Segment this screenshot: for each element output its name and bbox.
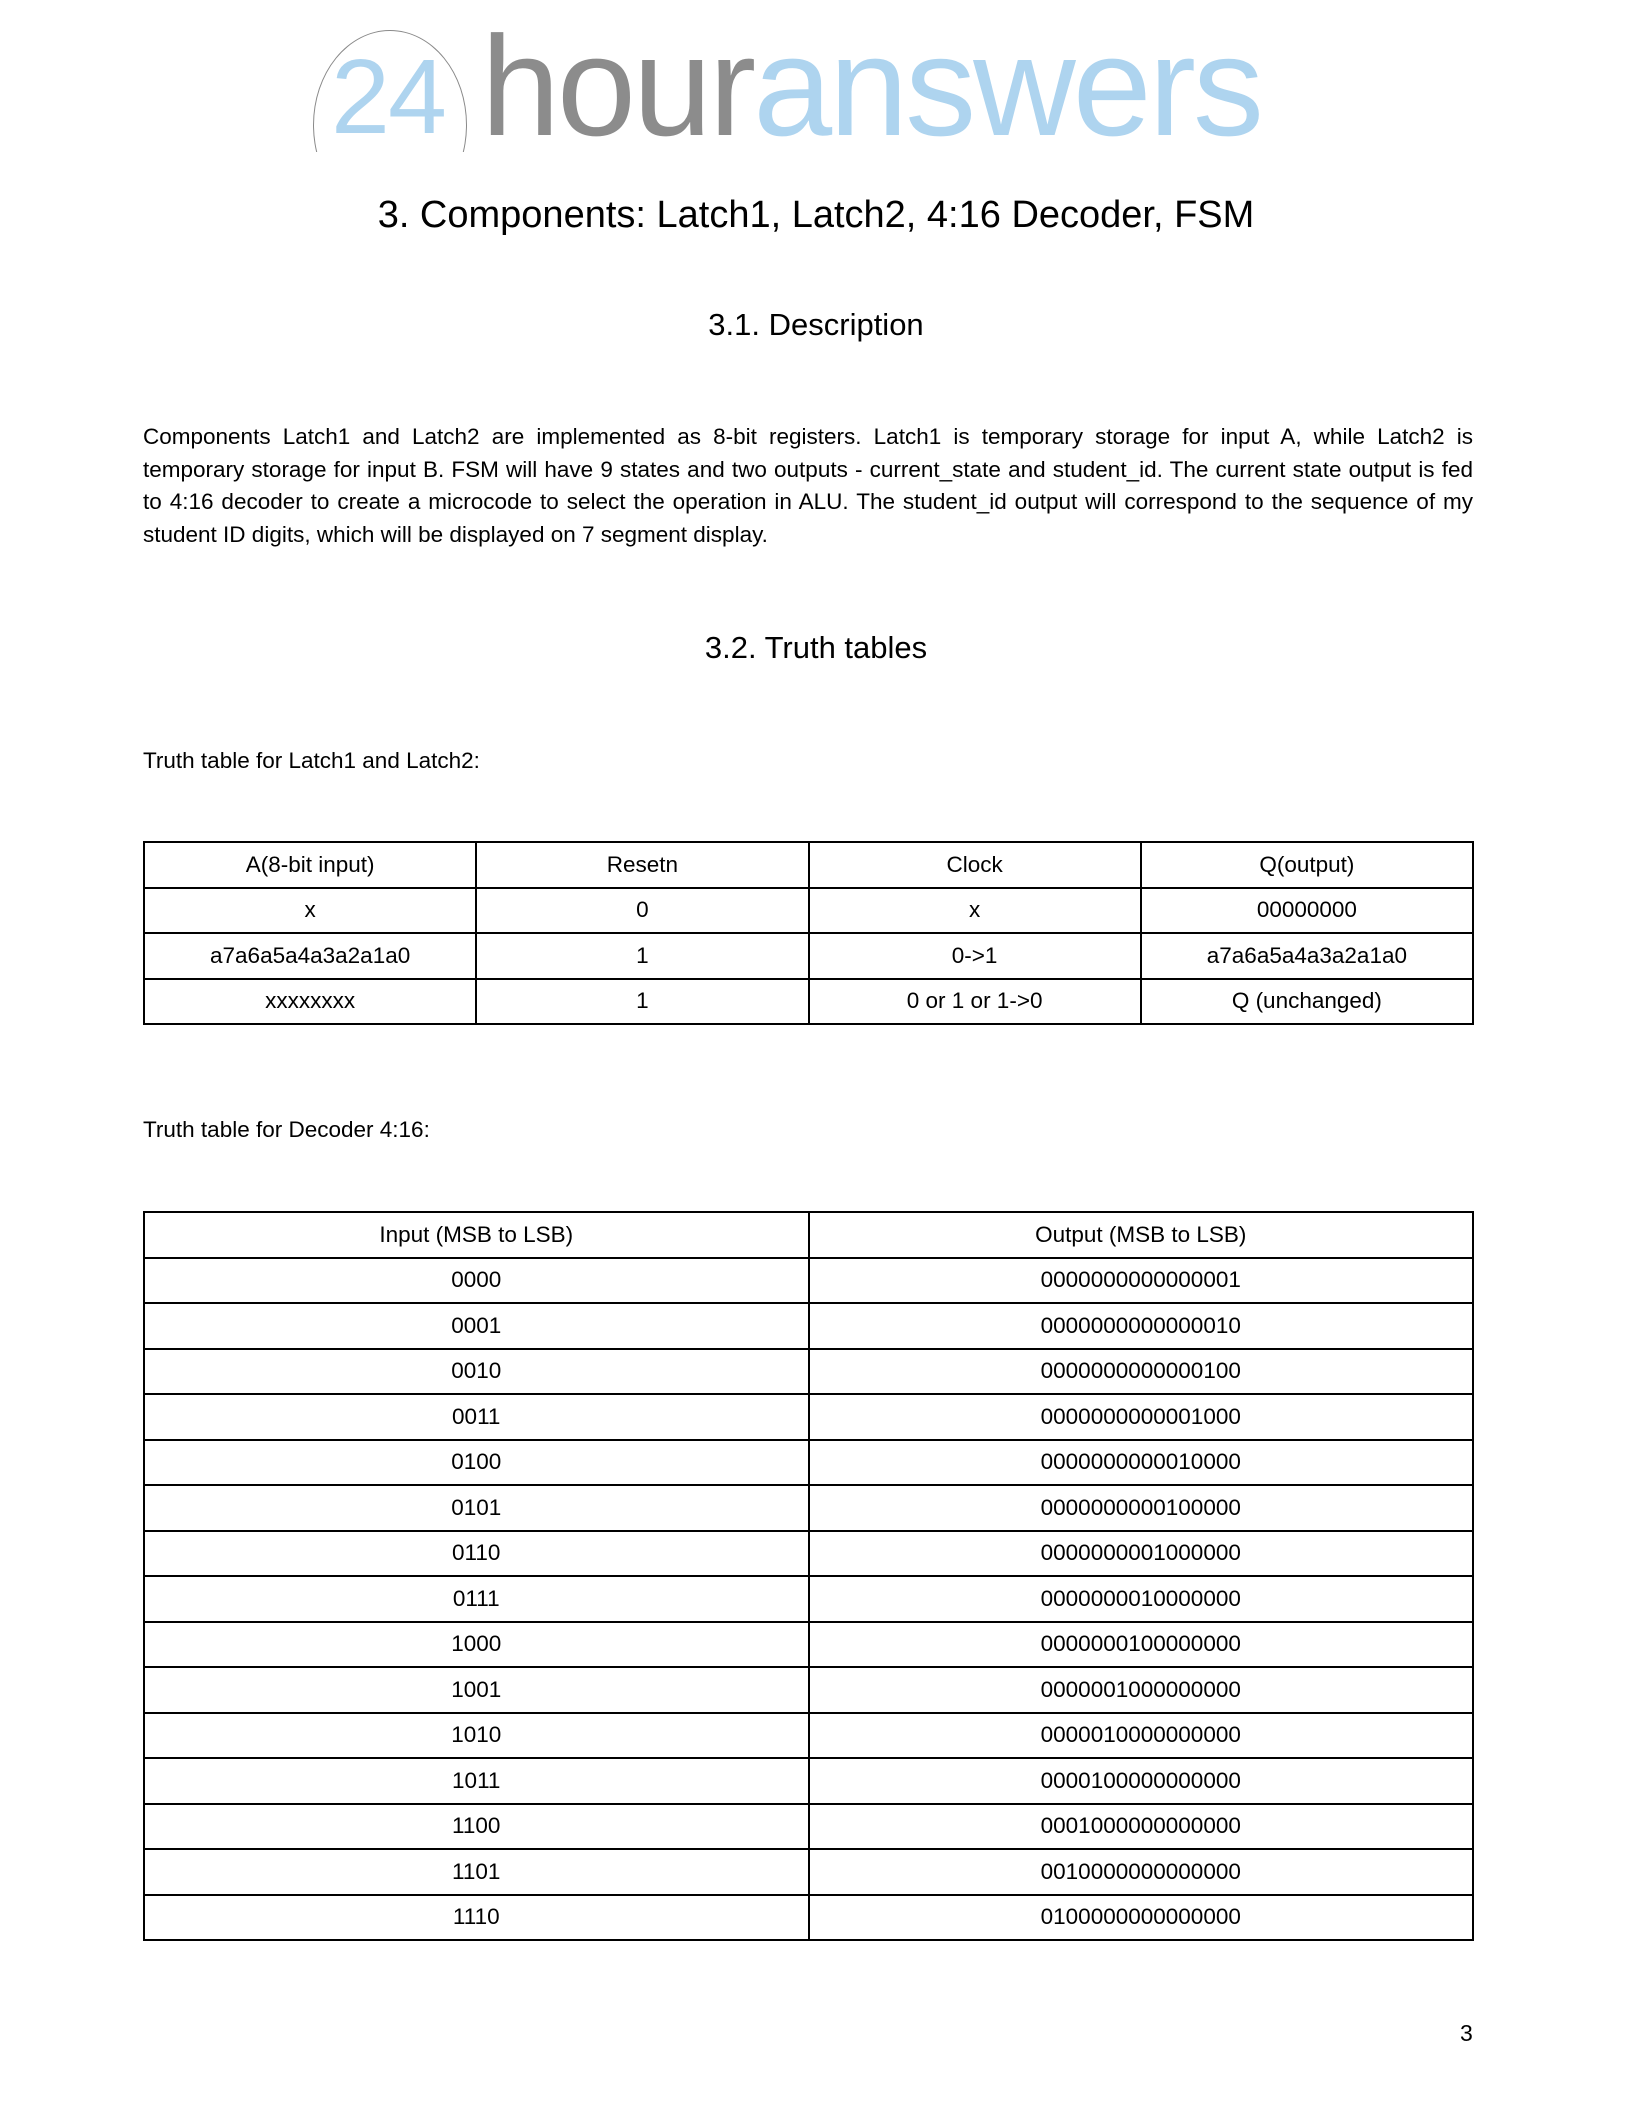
table-cell: 0110 xyxy=(144,1531,809,1577)
table-cell: Q (unchanged) xyxy=(1141,979,1473,1025)
table-header-row xyxy=(144,842,1473,888)
table-cell: 0000100000000000 xyxy=(809,1758,1474,1804)
table-header-cell: Q(output) xyxy=(1141,842,1473,888)
table-row xyxy=(144,1895,1473,1941)
table-cell: x xyxy=(809,888,1141,934)
table-row xyxy=(144,1349,1473,1395)
table-header-cell: Output (MSB to LSB) xyxy=(809,1212,1474,1258)
table-header-cell: Resetn xyxy=(476,842,808,888)
table-cell: 1011 xyxy=(144,1758,809,1804)
table-cell: 1010 xyxy=(144,1713,809,1759)
table-cell: a7a6a5a4a3a2a1a0 xyxy=(1141,933,1473,979)
table-row xyxy=(144,1485,1473,1531)
table-cell: 0000010000000000 xyxy=(809,1713,1474,1759)
table-cell: 00000000 xyxy=(1141,888,1473,934)
page-number: 3 xyxy=(1460,2020,1473,2046)
table-cell: 0000000100000000 xyxy=(809,1622,1474,1668)
latch-table-caption: Truth table for Latch1 and Latch2: xyxy=(143,748,480,773)
section-title-truth-tables: 3.2. Truth tables xyxy=(704,630,928,665)
table-cell: 0010000000000000 xyxy=(809,1849,1474,1895)
table-cell: 0000000000000010 xyxy=(809,1303,1474,1349)
table-header-cell: Clock xyxy=(809,842,1141,888)
logo-word-hour: hour xyxy=(481,7,754,166)
page-heading: 3. Components: Latch1, Latch2, 4:16 Decoder, FSM xyxy=(377,194,1255,236)
table-row xyxy=(144,1622,1473,1668)
table-cell: 0100 xyxy=(144,1440,809,1486)
decoder-truth-table xyxy=(143,1211,1474,1941)
table-cell: 1 xyxy=(476,933,808,979)
table-cell: 0000000000000001 xyxy=(809,1258,1474,1304)
table-row xyxy=(144,1258,1473,1304)
table-cell: 1110 xyxy=(144,1895,809,1941)
table-row xyxy=(144,933,1473,979)
table-cell: 0 xyxy=(476,888,808,934)
table-cell: x xyxy=(144,888,476,934)
table-cell: 0101 xyxy=(144,1485,809,1531)
table-cell: 0010 xyxy=(144,1349,809,1395)
table-row xyxy=(144,1440,1473,1486)
table-cell: 0->1 xyxy=(809,933,1141,979)
table-cell: 1101 xyxy=(144,1849,809,1895)
table-row xyxy=(144,1394,1473,1440)
logo-wordmark xyxy=(481,7,1261,166)
logo-number: 24 xyxy=(331,38,445,156)
table-cell: 0000000000001000 xyxy=(809,1394,1474,1440)
table-row xyxy=(144,1713,1473,1759)
table-cell: 1 xyxy=(476,979,808,1025)
decoder-table-caption: Truth table for Decoder 4:16: xyxy=(143,1117,430,1142)
table-header-cell: Input (MSB to LSB) xyxy=(144,1212,809,1258)
table-cell: 0000 xyxy=(144,1258,809,1304)
table-row xyxy=(144,1804,1473,1850)
table-cell: 0111 xyxy=(144,1576,809,1622)
logo-word-answers: answers xyxy=(753,7,1261,166)
table-row xyxy=(144,979,1473,1025)
table-cell: a7a6a5a4a3a2a1a0 xyxy=(144,933,476,979)
table-cell: 0 or 1 or 1->0 xyxy=(809,979,1141,1025)
table-cell: 0001000000000000 xyxy=(809,1804,1474,1850)
table-cell: 0001 xyxy=(144,1303,809,1349)
table-cell: 0000000000000100 xyxy=(809,1349,1474,1395)
table-cell: 1001 xyxy=(144,1667,809,1713)
table-cell: 0011 xyxy=(144,1394,809,1440)
table-row xyxy=(144,1576,1473,1622)
table-cell: 0000000000010000 xyxy=(809,1440,1474,1486)
table-cell: 1000 xyxy=(144,1622,809,1668)
table-cell: 0000000010000000 xyxy=(809,1576,1474,1622)
table-row xyxy=(144,1849,1473,1895)
table-header-cell: A(8-bit input) xyxy=(144,842,476,888)
brand-logo xyxy=(313,7,1261,166)
table-row xyxy=(144,1758,1473,1804)
table-cell: 0000000000100000 xyxy=(809,1485,1474,1531)
table-cell: 1100 xyxy=(144,1804,809,1850)
table-cell: 0100000000000000 xyxy=(809,1895,1474,1941)
table-row xyxy=(144,888,1473,934)
description-paragraph: Components Latch1 and Latch2 are implemented as 8-bit registers. Latch1 is temporary storage for input A, while Latch2 is temporary storage for input B. FSM will have 9 states and two outputs - current_state and student_id. The current state output is fed to 4:16 decoder to create a microcode to select the operation in ALU. The student_id output will correspond to the sequence of my student ID digits, which will be displayed on 7 segment display. xyxy=(143,424,1473,547)
table-cell: 0000000001000000 xyxy=(809,1531,1474,1577)
latch-truth-table xyxy=(143,841,1474,1025)
table-header-row xyxy=(144,1212,1473,1258)
table-row xyxy=(144,1531,1473,1577)
table-row xyxy=(144,1303,1473,1349)
table-cell: 0000001000000000 xyxy=(809,1667,1474,1713)
table-row xyxy=(144,1667,1473,1713)
section-title-description: 3.1. Description xyxy=(708,307,924,342)
table-cell: xxxxxxxx xyxy=(144,979,476,1025)
